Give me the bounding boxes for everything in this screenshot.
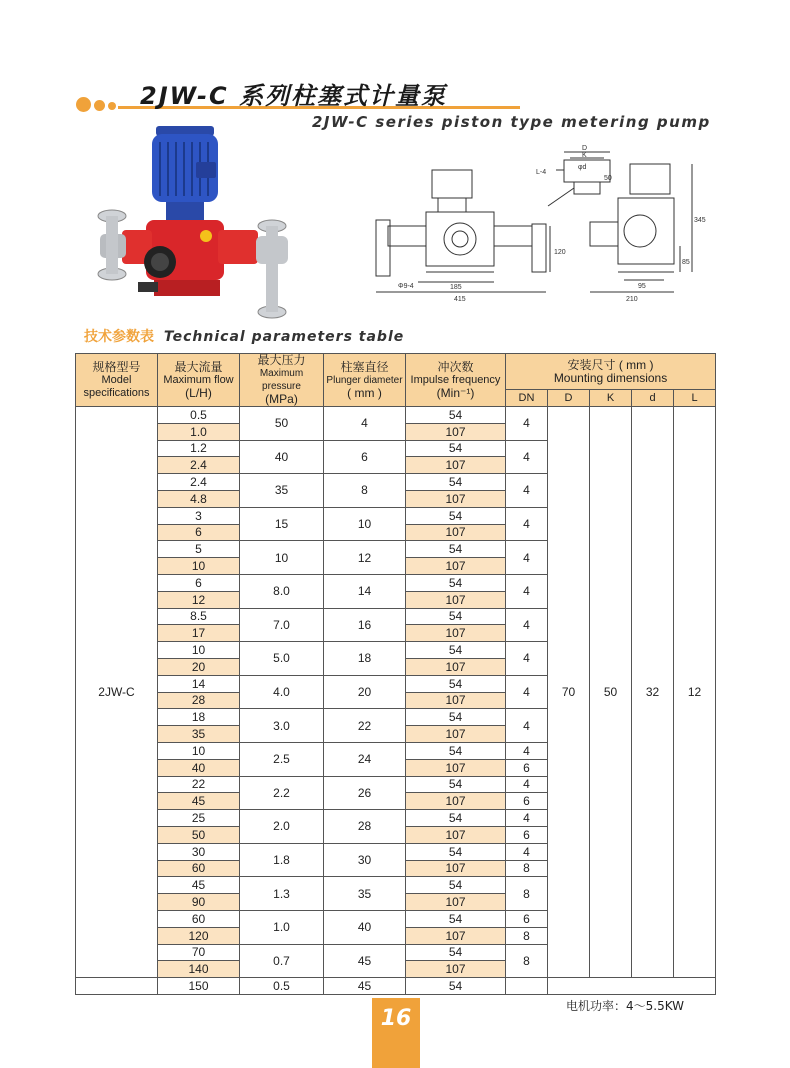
plunger-cell: 20 xyxy=(324,675,406,709)
pressure-cell: 40 xyxy=(240,440,324,474)
header-dot-medium xyxy=(94,100,105,111)
dim-label-L: L-4 xyxy=(536,169,547,176)
impulse-cell: 54 xyxy=(406,440,506,457)
plunger-cell: 28 xyxy=(324,810,406,844)
plunger-cell: 45 xyxy=(324,944,406,978)
table-title xyxy=(84,326,404,346)
flow-cell: 3 xyxy=(158,507,240,524)
pressure-cell: 1.3 xyxy=(240,877,324,911)
impulse-cell: 54 xyxy=(406,877,506,894)
flow-cell: 12 xyxy=(158,591,240,608)
impulse-cell: 107 xyxy=(406,860,506,877)
page-title: 2JW-C 系列柱塞式计量泵 xyxy=(140,82,447,110)
header-dn: DN xyxy=(506,390,548,407)
plunger-cell: 16 xyxy=(324,608,406,642)
dim-label-d: φd xyxy=(578,164,587,171)
pressure-cell: 4.0 xyxy=(240,675,324,709)
flow-cell: 28 xyxy=(158,692,240,709)
impulse-cell: 107 xyxy=(406,658,506,675)
impulse-cell: 54 xyxy=(406,910,506,927)
plunger-cell: 26 xyxy=(324,776,406,810)
dn-cell: 4 xyxy=(506,742,548,759)
impulse-cell: 107 xyxy=(406,961,506,978)
flow-cell: 14 xyxy=(158,675,240,692)
pressure-cell: 50 xyxy=(240,407,324,441)
flow-cell: 22 xyxy=(158,776,240,793)
dim-label-185: 185 xyxy=(450,284,462,291)
impulse-cell: 54 xyxy=(406,507,506,524)
plunger-cell: 22 xyxy=(324,709,406,743)
impulse-cell: 54 xyxy=(406,608,506,625)
dim-label-85: 85 xyxy=(682,259,690,266)
dim-label-415: 415 xyxy=(454,296,466,303)
impulse-cell: 107 xyxy=(406,793,506,810)
flow-cell: 25 xyxy=(158,810,240,827)
plunger-cell: 14 xyxy=(324,574,406,608)
impulse-cell: 54 xyxy=(406,709,506,726)
header-model: 规格型号 Model specifications xyxy=(76,354,158,407)
dn-cell: 4 xyxy=(506,642,548,676)
dn-cell: 4 xyxy=(506,474,548,508)
dn-cell: 4 xyxy=(506,608,548,642)
flow-cell: 10 xyxy=(158,642,240,659)
dn-cell: 4 xyxy=(506,675,548,709)
pressure-cell: 5.0 xyxy=(240,642,324,676)
flow-cell: 1.0 xyxy=(158,423,240,440)
impulse-cell: 54 xyxy=(406,742,506,759)
dim-label-345: 345 xyxy=(694,217,706,224)
impulse-cell: 107 xyxy=(406,726,506,743)
pressure-cell: 7.0 xyxy=(240,608,324,642)
dn-cell: 4 xyxy=(506,574,548,608)
dn-cell: 8 xyxy=(506,927,548,944)
dn-cell: 8 xyxy=(506,877,548,911)
flow-cell: 10 xyxy=(158,742,240,759)
impulse-cell: 54 xyxy=(406,978,506,995)
plunger-cell: 24 xyxy=(324,742,406,776)
impulse-cell: 107 xyxy=(406,558,506,575)
mount-d-cell: 70 xyxy=(548,407,590,978)
dn-cell: 6 xyxy=(506,910,548,927)
flow-cell: 150 xyxy=(158,978,240,995)
dim-label-120: 120 xyxy=(554,249,566,256)
flow-cell: 5 xyxy=(158,541,240,558)
dn-cell xyxy=(506,978,548,995)
pressure-cell: 15 xyxy=(240,507,324,541)
dim-label-50: 50 xyxy=(604,175,612,182)
flow-cell: 50 xyxy=(158,826,240,843)
flow-cell: 35 xyxy=(158,726,240,743)
plunger-cell: 4 xyxy=(324,407,406,441)
page-number: 16 xyxy=(380,1006,412,1031)
table-title-cn: 技术参数表 xyxy=(84,329,154,345)
impulse-cell: 54 xyxy=(406,574,506,591)
pressure-cell: 2.0 xyxy=(240,810,324,844)
pressure-cell: 1.0 xyxy=(240,910,324,944)
header-L: L xyxy=(674,390,716,407)
flow-cell: 20 xyxy=(158,658,240,675)
dim-label-D: D xyxy=(582,145,588,152)
flow-cell: 120 xyxy=(158,927,240,944)
flow-cell: 45 xyxy=(158,793,240,810)
dim-label-95: 95 xyxy=(638,283,646,290)
flow-cell: 90 xyxy=(158,894,240,911)
header-plunger: 柱塞直径 Plunger diameter ( mm ) xyxy=(324,354,406,407)
impulse-cell: 107 xyxy=(406,759,506,776)
dn-cell: 8 xyxy=(506,944,548,978)
dimension-drawing xyxy=(368,138,706,308)
impulse-cell: 54 xyxy=(406,474,506,491)
header-impulse: 冲次数 Impulse frequency (Min⁻¹) xyxy=(406,354,506,407)
dn-cell: 4 xyxy=(506,843,548,860)
pressure-cell: 35 xyxy=(240,474,324,508)
plunger-cell: 45 xyxy=(324,978,406,995)
table-title-en: Technical parameters table xyxy=(163,329,405,345)
plunger-cell: 40 xyxy=(324,910,406,944)
header-dot-large xyxy=(76,97,91,112)
header-flow: 最大流量 Maximum flow (L/H) xyxy=(158,354,240,407)
dn-cell: 4 xyxy=(506,810,548,827)
impulse-cell: 54 xyxy=(406,776,506,793)
table-row xyxy=(76,407,716,424)
motor-power-note: 电机功率：4～5.5KW xyxy=(566,999,685,1013)
plunger-cell: 10 xyxy=(324,507,406,541)
impulse-cell: 107 xyxy=(406,423,506,440)
dn-cell: 6 xyxy=(506,826,548,843)
dn-cell: 4 xyxy=(506,507,548,541)
header-dot-small xyxy=(108,102,116,110)
dim-label-K: K xyxy=(582,152,587,159)
pressure-cell: 1.8 xyxy=(240,843,324,877)
technical-parameters-table xyxy=(75,353,716,995)
flow-cell: 60 xyxy=(158,860,240,877)
pressure-cell: 8.0 xyxy=(240,574,324,608)
dn-cell: 4 xyxy=(506,407,548,441)
header-K: K xyxy=(590,390,632,407)
flow-cell: 70 xyxy=(158,944,240,961)
flow-cell: 6 xyxy=(158,574,240,591)
flow-cell: 8.5 xyxy=(158,608,240,625)
dn-cell: 6 xyxy=(506,793,548,810)
impulse-cell: 107 xyxy=(406,625,506,642)
mount-k-cell: 50 xyxy=(590,407,632,978)
flow-cell: 45 xyxy=(158,877,240,894)
plunger-cell: 35 xyxy=(324,877,406,911)
pressure-cell: 3.0 xyxy=(240,709,324,743)
model-cell: 2JW-C xyxy=(76,407,158,978)
model-cell-empty xyxy=(76,978,158,995)
header-D: D xyxy=(548,390,590,407)
header-mounting: 安装尺寸 ( mm ) Mounting dimensions xyxy=(506,354,716,390)
flow-cell: 2.4 xyxy=(158,457,240,474)
impulse-cell: 54 xyxy=(406,843,506,860)
plunger-cell: 12 xyxy=(324,541,406,575)
impulse-cell: 107 xyxy=(406,457,506,474)
flow-cell: 17 xyxy=(158,625,240,642)
impulse-cell: 54 xyxy=(406,675,506,692)
impulse-cell: 107 xyxy=(406,591,506,608)
dim-label-bolt: Φ9-4 xyxy=(398,283,414,290)
flow-cell: 18 xyxy=(158,709,240,726)
flow-cell: 30 xyxy=(158,843,240,860)
header-d: d xyxy=(632,390,674,407)
plunger-cell: 6 xyxy=(324,440,406,474)
dim-label-210: 210 xyxy=(626,296,638,303)
pressure-cell: 10 xyxy=(240,541,324,575)
flow-cell: 2.4 xyxy=(158,474,240,491)
mount-empty-cell xyxy=(548,978,716,995)
dn-cell: 4 xyxy=(506,440,548,474)
pressure-cell: 2.2 xyxy=(240,776,324,810)
pressure-cell: 0.7 xyxy=(240,944,324,978)
impulse-cell: 54 xyxy=(406,810,506,827)
flow-cell: 60 xyxy=(158,910,240,927)
impulse-cell: 54 xyxy=(406,407,506,424)
pump-photo xyxy=(96,112,306,334)
flow-cell: 10 xyxy=(158,558,240,575)
pressure-cell: 2.5 xyxy=(240,742,324,776)
page-subtitle: 2JW-C series piston type metering pump xyxy=(312,113,711,131)
flow-cell: 6 xyxy=(158,524,240,541)
impulse-cell: 107 xyxy=(406,894,506,911)
mount-d-cell: 32 xyxy=(632,407,674,978)
dn-cell: 4 xyxy=(506,541,548,575)
dn-cell: 4 xyxy=(506,709,548,743)
pressure-cell: 0.5 xyxy=(240,978,324,995)
dn-cell: 4 xyxy=(506,776,548,793)
plunger-cell: 18 xyxy=(324,642,406,676)
header-pressure: 最大压力 Maximum pressure (MPa) xyxy=(240,354,324,407)
impulse-cell: 107 xyxy=(406,490,506,507)
impulse-cell: 107 xyxy=(406,692,506,709)
impulse-cell: 54 xyxy=(406,944,506,961)
impulse-cell: 107 xyxy=(406,927,506,944)
flow-cell: 140 xyxy=(158,961,240,978)
impulse-cell: 107 xyxy=(406,826,506,843)
flow-cell: 0.5 xyxy=(158,407,240,424)
impulse-cell: 54 xyxy=(406,642,506,659)
dn-cell: 6 xyxy=(506,759,548,776)
mount-l-cell: 12 xyxy=(674,407,716,978)
impulse-cell: 107 xyxy=(406,524,506,541)
dn-cell: 8 xyxy=(506,860,548,877)
flow-cell: 40 xyxy=(158,759,240,776)
flow-cell: 1.2 xyxy=(158,440,240,457)
table-body xyxy=(76,407,716,995)
plunger-cell: 30 xyxy=(324,843,406,877)
plunger-cell: 8 xyxy=(324,474,406,508)
flow-cell: 4.8 xyxy=(158,490,240,507)
impulse-cell: 54 xyxy=(406,541,506,558)
table-row xyxy=(76,978,716,995)
